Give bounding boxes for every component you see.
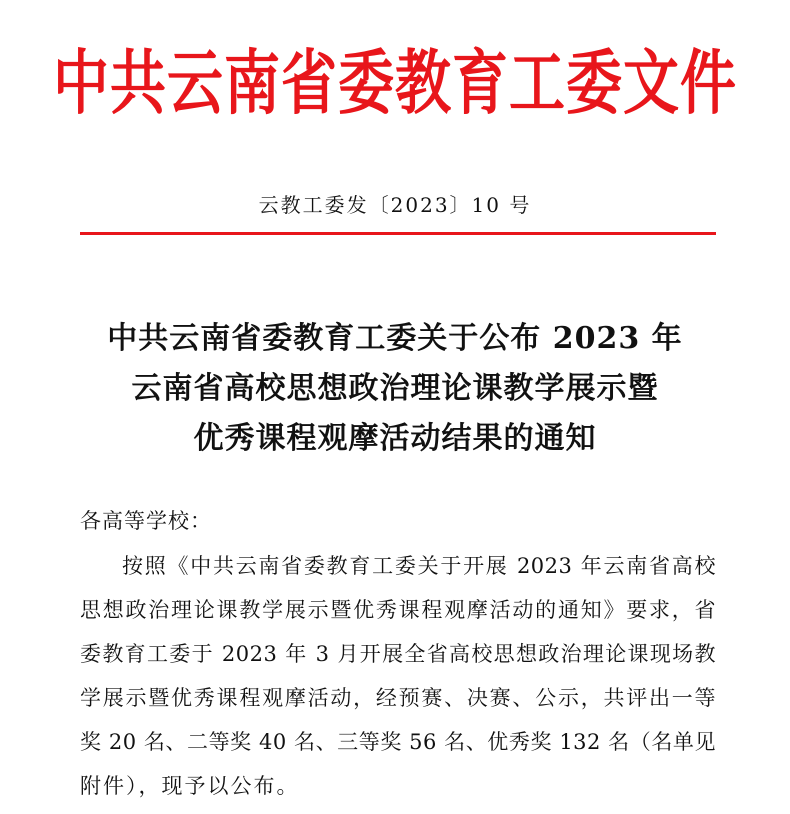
notice-body <box>80 498 716 808</box>
paragraph <box>80 544 716 808</box>
salutation: 各高等学校： <box>80 509 212 533</box>
notice-title <box>0 314 790 464</box>
title-line: 中共云南省委教育工委关于公布 2023 年 <box>107 321 683 356</box>
title-line: 云南省高校思想政治理论课教学展示暨 <box>131 371 659 406</box>
paragraph-line: 学展示暨优秀课程观摩活动，经预赛、决赛、公示，共评出一等 <box>80 686 716 710</box>
paragraph-line: 附件），现予以公布。 <box>80 774 300 798</box>
title-line: 优秀课程观摩活动结果的通知 <box>193 421 597 456</box>
paragraph-line: 委教育工委于 2023 年 3 月开展全省高校思想政治理论课现场教 <box>80 642 716 666</box>
masthead-title: 中共云南省委教育工委文件 <box>53 41 737 125</box>
red-divider <box>80 232 716 235</box>
paragraph-line: 思想政治理论课教学展示暨优秀课程观摩活动的通知》要求，省 <box>80 598 716 622</box>
paragraph-line: 奖 20 名、二等奖 40 名、三等奖 56 名、优秀奖 132 名（名单见 <box>80 730 716 754</box>
document-number: 云教工委发〔2023〕10 号 <box>258 193 532 217</box>
paragraph-line: 按照《中共云南省委教育工委关于开展 2023 年云南省高校 <box>122 554 716 578</box>
